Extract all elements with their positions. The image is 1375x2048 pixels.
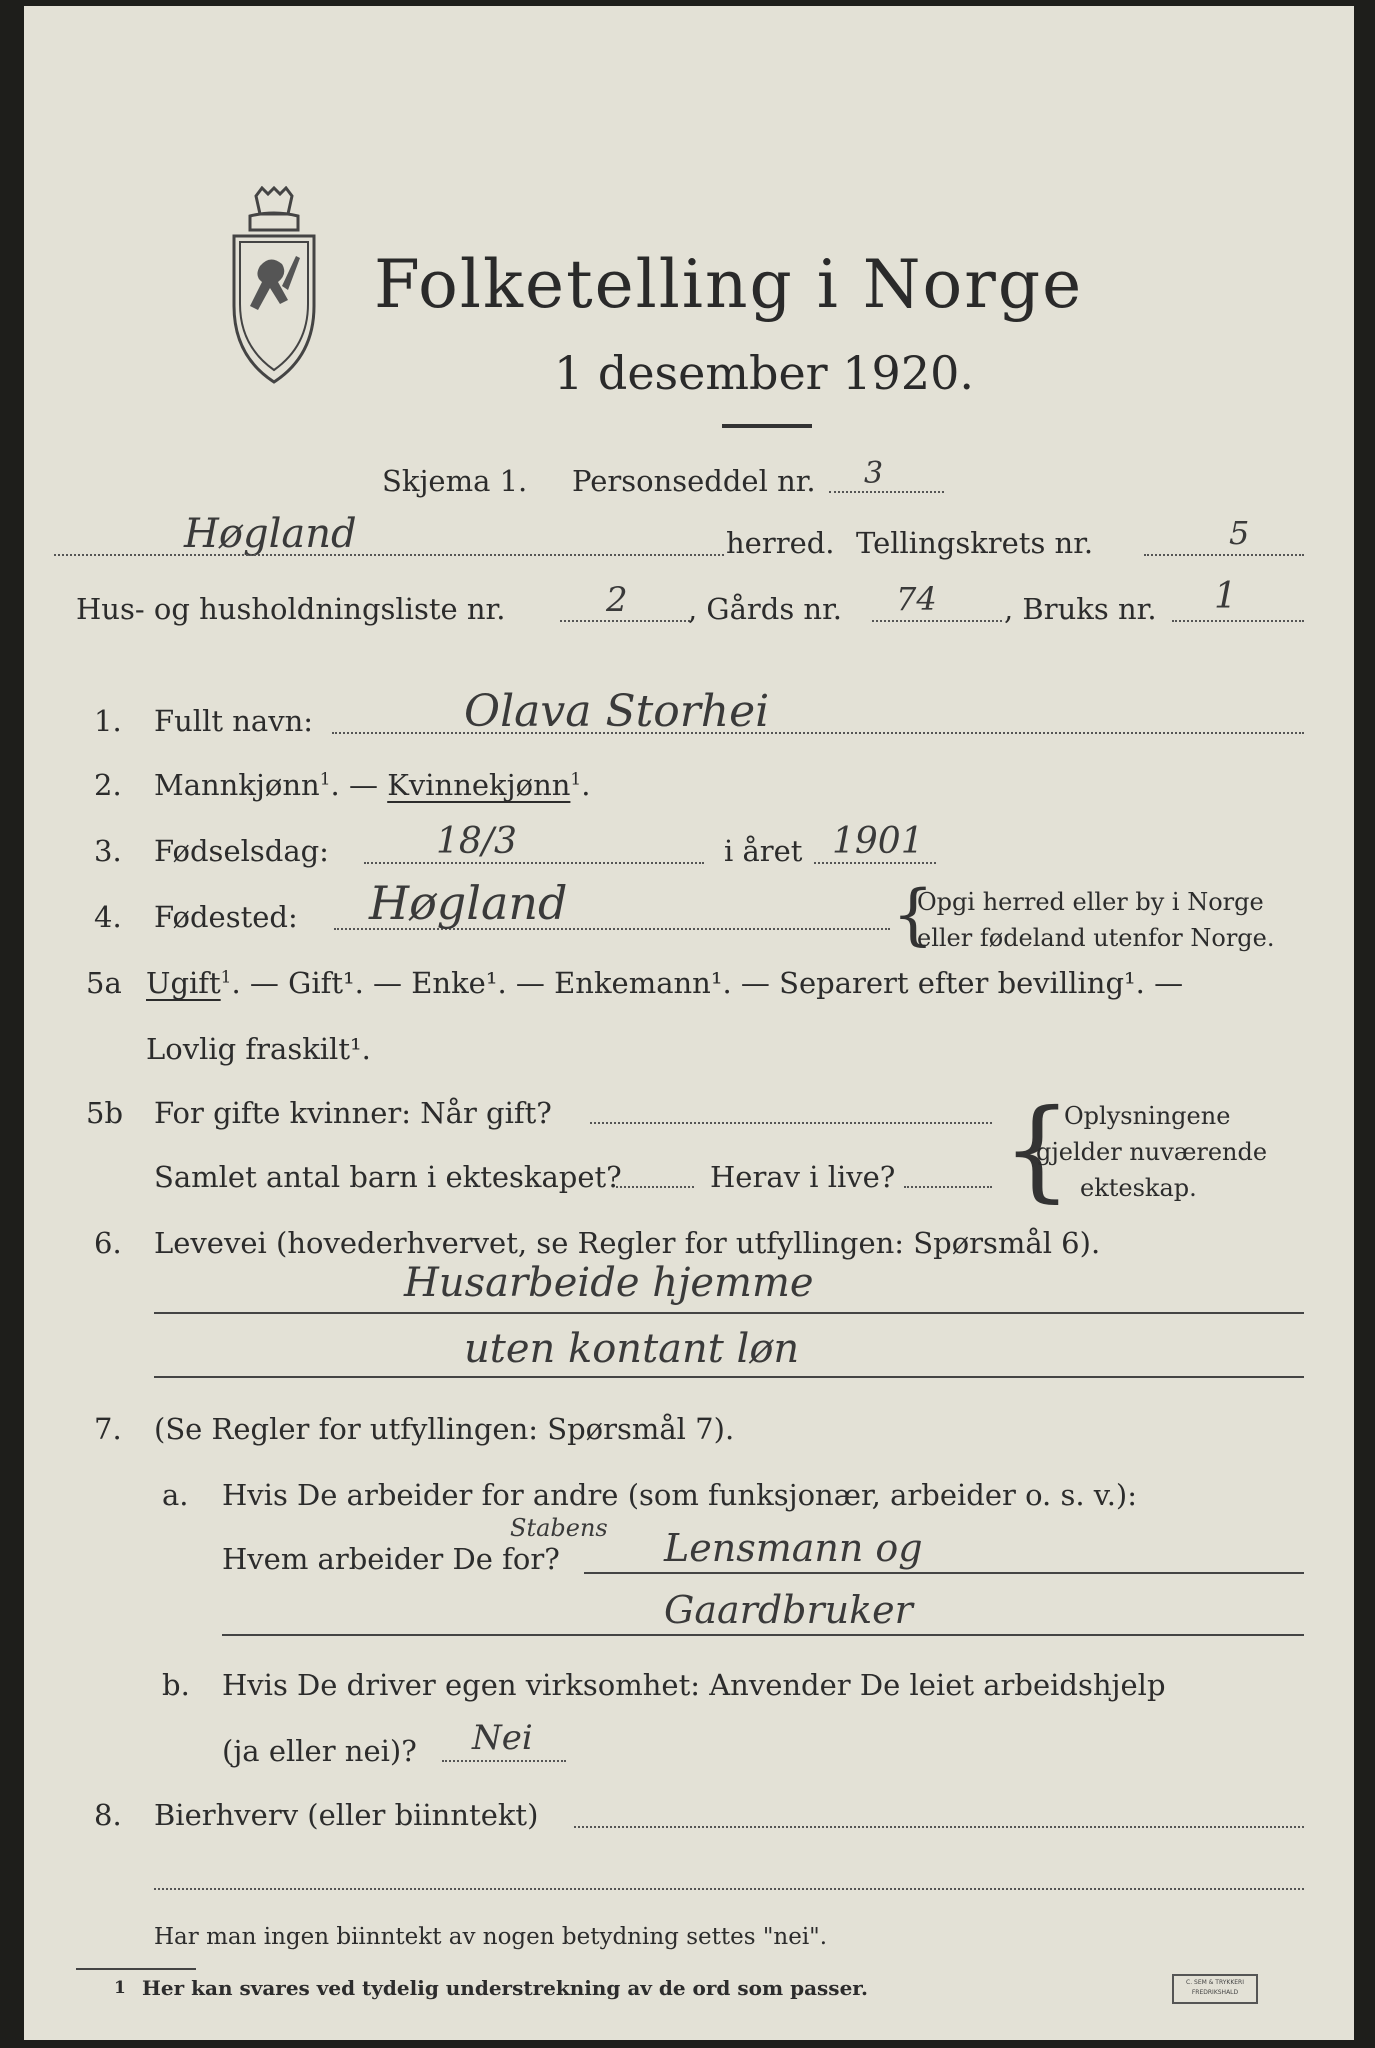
q7a-note-value[interactable]: Stabens xyxy=(510,1514,608,1542)
q3-aar-line xyxy=(814,862,936,864)
herred-label: herred. xyxy=(726,526,835,560)
q5b-line1 xyxy=(590,1122,992,1124)
q3-birthday-value[interactable]: 18/3 xyxy=(436,821,517,862)
herred-value[interactable]: Høgland xyxy=(184,511,357,557)
q5a-ugift-selected[interactable]: Ugift xyxy=(146,966,221,1000)
q5b-number: 5b xyxy=(86,1096,124,1130)
q7a-line2 xyxy=(222,1634,1304,1636)
tellingskrets-value[interactable]: 5 xyxy=(1229,514,1250,552)
q7a-value-line1[interactable]: Lensmann og xyxy=(664,1526,923,1570)
tellingskrets-label: Tellingskrets nr. xyxy=(856,526,1094,560)
q7a-label: Hvis De arbeider for andre (som funksjonær, arbeider o. s. v.): xyxy=(222,1478,1138,1512)
bruks-value[interactable]: 1 xyxy=(1214,576,1237,617)
gards-label: , Gårds nr. xyxy=(688,592,842,626)
gards-line xyxy=(872,620,1002,622)
husliste-line xyxy=(560,620,690,622)
q5b-brace: { xyxy=(1002,1085,1072,1213)
form-date: 1 desember 1920. xyxy=(554,346,974,400)
q6-value-line2[interactable]: uten kontant løn xyxy=(464,1326,800,1372)
q1-fullname-value[interactable]: Olava Storhei xyxy=(464,686,770,737)
q3-label: Fødselsdag: xyxy=(154,834,329,868)
q2-kvinne-selected[interactable]: Kvinnekjønn xyxy=(387,768,571,802)
q2-options: Mannkjønn$^1$. — Kvinnekjønn$^1$. xyxy=(154,768,591,802)
q5b-label3: Herav i live? xyxy=(710,1160,896,1194)
q8-number: 8. xyxy=(94,1798,122,1832)
q5b-line3 xyxy=(904,1186,992,1188)
q4-birthplace-value[interactable]: Høgland xyxy=(369,876,568,930)
q5a-rest: . — Gift¹. — Enke¹. — Enkemann¹. — Separert efter bevilling¹. — xyxy=(231,966,1184,1000)
tellingskrets-line xyxy=(1144,554,1304,556)
q7b-label: Hvis De driver egen virksomhet: Anvender De leiet arbeidshjelp xyxy=(222,1668,1166,1702)
printer-stamp-line1: C. SEM & TRYKKERI xyxy=(1186,1979,1244,1986)
q1-number: 1. xyxy=(94,704,122,738)
footer-note: Har man ingen biinntekt av nogen betydning settes "nei". xyxy=(154,1924,828,1950)
census-form-sheet xyxy=(24,6,1354,2040)
q5b-note2: gjelder nuværende xyxy=(1036,1138,1268,1166)
q6-line1 xyxy=(154,1312,1304,1314)
q6-line2 xyxy=(154,1376,1304,1378)
q3-number: 3. xyxy=(94,834,122,868)
q5a-number: 5a xyxy=(86,966,122,1000)
q8-line2 xyxy=(154,1888,1304,1890)
q4-number: 4. xyxy=(94,900,122,934)
q7a-value-line2[interactable]: Gaardbruker xyxy=(664,1588,913,1632)
q2-dash: . — xyxy=(330,768,388,802)
q7a-line1 xyxy=(584,1572,1304,1574)
q5a-line2: Lovlig fraskilt¹. xyxy=(146,1032,371,1066)
q8-line1 xyxy=(574,1826,1304,1828)
personseddel-label: Personseddel nr. xyxy=(572,464,816,498)
husliste-value[interactable]: 2 xyxy=(606,580,628,620)
q6-value-line1[interactable]: Husarbeide hjemme xyxy=(404,1260,814,1306)
q7a-question: Hvem arbeider De for? xyxy=(222,1542,560,1576)
skjema-label: Skjema 1. xyxy=(382,464,528,498)
q5b-line2 xyxy=(616,1186,694,1188)
q4-note-line2: eller fødeland utenfor Norge. xyxy=(917,924,1275,952)
q5b-note3: ekteskap. xyxy=(1080,1174,1197,1202)
q5b-note1: Oplysningene xyxy=(1064,1102,1231,1130)
coat-of-arms-icon xyxy=(220,186,328,386)
q4-brace: { xyxy=(892,876,934,953)
personseddel-line xyxy=(829,491,944,493)
form-title: Folketelling i Norge xyxy=(374,246,1084,323)
q7b-value[interactable]: Nei xyxy=(472,1718,533,1758)
gards-value[interactable]: 74 xyxy=(896,580,937,618)
footnote-number: 1 xyxy=(114,1978,126,1998)
husliste-label: Hus- og husholdningsliste nr. xyxy=(76,592,506,626)
q7-label: (Se Regler for utfyllingen: Spørsmål 7). xyxy=(154,1412,735,1446)
q3-line xyxy=(364,862,704,864)
q6-number: 6. xyxy=(94,1226,122,1260)
herred-line xyxy=(54,554,724,556)
footnote-divider xyxy=(76,1968,196,1970)
q1-label: Fullt navn: xyxy=(154,704,314,738)
q5b-label1: For gifte kvinner: Når gift? xyxy=(154,1096,552,1130)
q6-label: Levevei (hovederhvervet, se Regler for utfyllingen: Spørsmål 6). xyxy=(154,1226,1101,1260)
footnote-text: Her kan svares ved tydelig understrekning av de ord som passer. xyxy=(142,1976,868,2000)
q7b-question: (ja eller nei)? xyxy=(222,1734,417,1768)
q7b-line xyxy=(442,1760,566,1762)
q4-label: Fødested: xyxy=(154,900,298,934)
q5b-label2: Samlet antal barn i ekteskapet? xyxy=(154,1160,622,1194)
bruks-line xyxy=(1172,620,1304,622)
q2-number: 2. xyxy=(94,768,122,802)
q7-number: 7. xyxy=(94,1412,122,1446)
q3-year-value[interactable]: 1901 xyxy=(832,821,924,862)
q4-note-line1: Opgi herred eller by i Norge xyxy=(917,888,1264,916)
q5a-options: Ugift$^1$. — Gift¹. — Enke¹. — Enkemann¹. — Separert efter bevilling¹. — xyxy=(146,966,1184,1000)
q8-label: Bierhverv (eller biinntekt) xyxy=(154,1798,539,1832)
q7a-number: a. xyxy=(162,1478,189,1512)
q7b-number: b. xyxy=(162,1668,190,1702)
bruks-label: , Bruks nr. xyxy=(1004,592,1157,626)
q3-aar-label: i året xyxy=(724,834,803,868)
q2-mann[interactable]: Mannkjønn xyxy=(154,768,320,802)
title-divider xyxy=(722,424,812,428)
printer-stamp xyxy=(1172,1974,1258,2004)
printer-stamp-line2: FREDRIKSHALD xyxy=(1191,1989,1239,1996)
personseddel-value[interactable]: 3 xyxy=(864,456,884,491)
